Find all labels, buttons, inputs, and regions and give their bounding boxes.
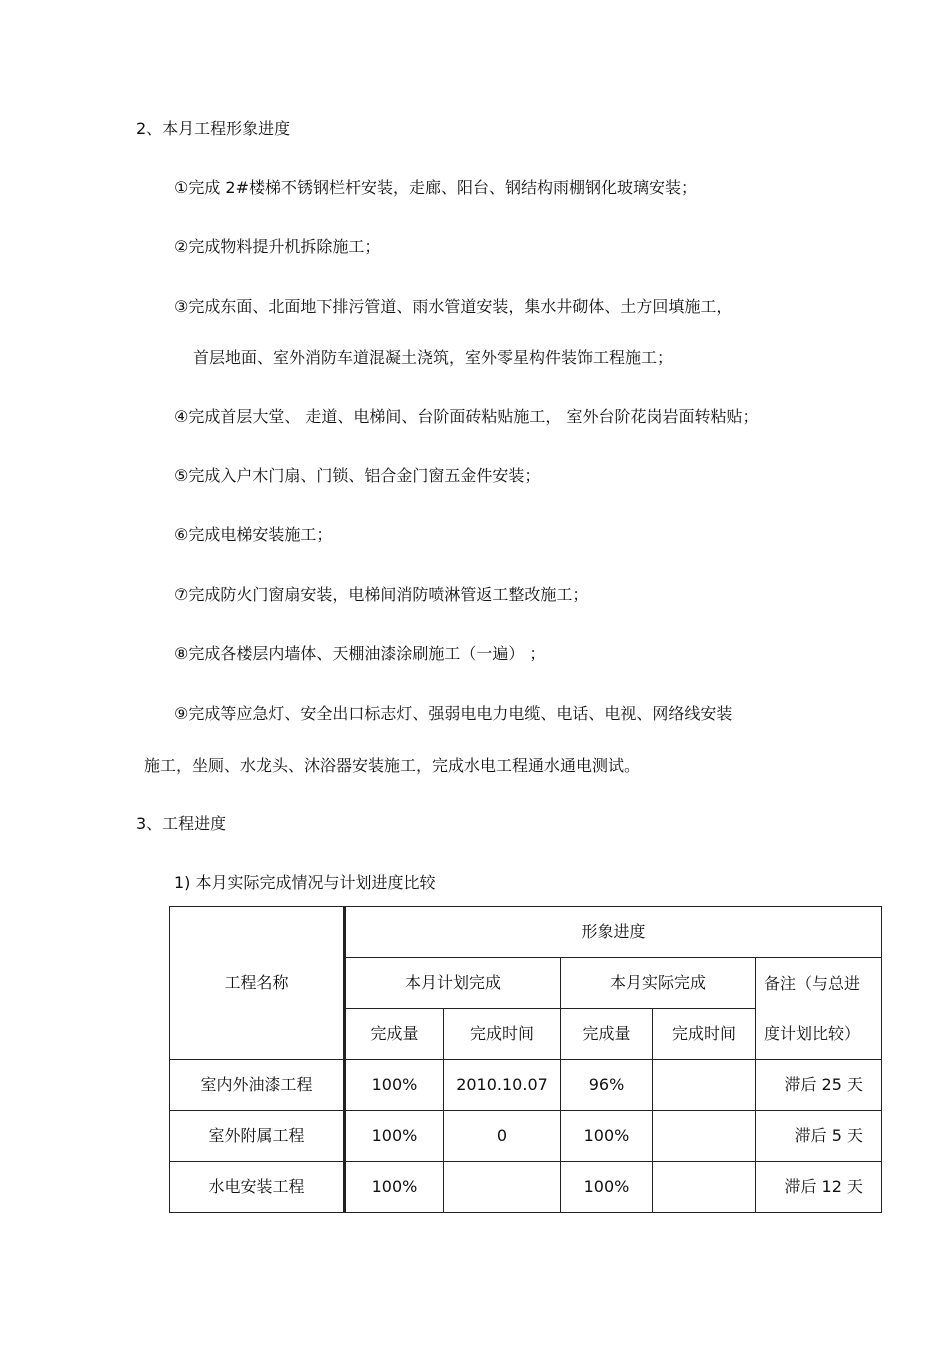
row-actual-time [653, 1060, 756, 1111]
progress-item-4: ④完成首层大堂、 走道、电梯间、台阶面砖粘贴施工， 室外台阶花岗岩面转粘贴； [174, 407, 759, 426]
progress-item-2: ②完成物料提升机拆除施工； [174, 237, 381, 256]
header-remark [756, 958, 882, 1060]
progress-comparison-table [169, 906, 882, 1213]
row-actual-qty: 100% [561, 1162, 653, 1213]
progress-item-1: ①完成 2#楼梯不锈钢栏杆安装，走廊、阳台、钢结构雨棚钢化玻璃安装； [174, 178, 698, 197]
row-actual-time [653, 1111, 756, 1162]
progress-item-6: ⑥完成电梯安装施工； [174, 525, 333, 544]
row-actual-time [653, 1162, 756, 1213]
row-plan-qty: 100% [345, 1162, 444, 1213]
table-row [170, 1111, 882, 1162]
section2-title: 2、本月工程形象进度 [136, 119, 291, 138]
row-actual-qty: 96% [561, 1060, 653, 1111]
progress-item-5: ⑤完成入户木门扇、门锁、铝合金门窗五金件安装； [174, 466, 541, 485]
table-row [170, 1162, 882, 1213]
header-actual: 本月实际完成 [561, 958, 756, 1009]
table-row [170, 1060, 882, 1111]
row-plan-qty: 100% [345, 1111, 444, 1162]
progress-item-9-cont: 施工，坐厕、水龙头、沐浴器安装施工，完成水电工程通水通电测试。 [144, 756, 641, 775]
row-remark: 滞后 5 天 [756, 1111, 882, 1162]
row-plan-time: 0 [444, 1111, 561, 1162]
header-plan: 本月计划完成 [345, 958, 561, 1009]
row-plan-time: 2010.10.07 [444, 1060, 561, 1111]
section3-subtitle: 1) 本月实际完成情况与计划进度比较 [174, 873, 436, 892]
row-project-name: 室外附属工程 [170, 1111, 345, 1162]
progress-item-3: ③完成东面、北面地下排污管道、雨水管道安装，集水井砌体、土方回填施工， [174, 297, 733, 316]
header-plan-qty: 完成量 [345, 1009, 444, 1060]
section3-title: 3、工程进度 [136, 814, 227, 833]
header-project-name: 工程名称 [170, 907, 345, 1060]
header-actual-time: 完成时间 [653, 1009, 756, 1060]
row-plan-qty: 100% [345, 1060, 444, 1111]
row-plan-time [444, 1162, 561, 1213]
header-actual-qty: 完成量 [561, 1009, 653, 1060]
progress-item-7: ⑦完成防火门窗扇安装，电梯间消防喷淋管返工整改施工； [174, 585, 589, 604]
header-image-progress: 形象进度 [345, 907, 882, 958]
progress-item-3-cont: 首层地面、室外消防车道混凝土浇筑，室外零星构件装饰工程施工； [193, 348, 674, 367]
progress-item-8: ⑧完成各楼层内墙体、天棚油漆涂刷施工（一遍） ； [174, 644, 546, 663]
row-remark: 滞后 25 天 [756, 1060, 882, 1111]
table-header-row-1 [170, 907, 882, 958]
header-plan-time: 完成时间 [444, 1009, 561, 1060]
row-actual-qty: 100% [561, 1111, 653, 1162]
row-remark: 滞后 12 天 [756, 1162, 882, 1213]
row-project-name: 室内外油漆工程 [170, 1060, 345, 1111]
header-remark-line1: 备注（与总进 [764, 973, 861, 993]
row-project-name: 水电安装工程 [170, 1162, 345, 1213]
progress-item-9: ⑨完成等应急灯、安全出口标志灯、强弱电电力电缆、电话、电视、网络线安装 [174, 704, 733, 723]
header-remark-line2: 度计划比较） [764, 1023, 861, 1043]
